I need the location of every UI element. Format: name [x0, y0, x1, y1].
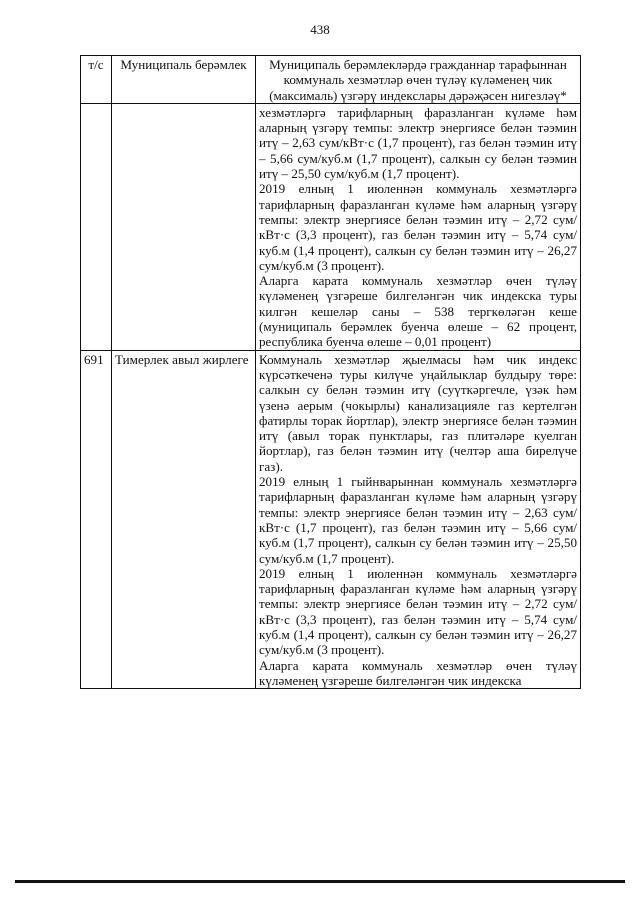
header-municipality: Муниципаль берәмлек	[112, 56, 256, 104]
header-justification: Муниципаль берәмлекләрдә гражданнар тарафыннан коммуналь хезмәтләр өчен түләү күләменең чик (максималь) үзгәрү индекслары дәрәҗәсен нигезләү*	[256, 56, 581, 104]
table-row	[81, 350, 581, 689]
continued-row-number	[81, 103, 112, 350]
page-bottom-rule	[15, 880, 625, 883]
paragraph: 2019 елның 1 июленнән коммуналь хезмәтләргә тарифларның фаразланган күләме һәм аларның үзгәрү темпы: электр энергиясе белән тәэмин итү – 2,72 сум/кВт·с (3,3 процент), газ белән тәэмин итү – 5,74 сум/куб.м (1,4 процент), салкын су белән тәэмин итү – 26,27 сум/куб.м (3 процент).	[259, 181, 577, 273]
tariff-index-table	[80, 55, 581, 689]
page-number: 438	[310, 22, 330, 37]
paragraph: 2019 елның 1 июленнән коммуналь хезмәтләргә тарифларның фаразланган күләме һәм аларның үзгәрү темпы: электр энергиясе белән тәэмин итү – 2,72 сум/кВт·с (3,3 процент), газ белән тәэмин итү – 5,74 сум/куб.м (1,4 процент), салкын су белән тәэмин итү – 26,27 сум/куб.м (3 процент).	[259, 565, 577, 658]
row-text	[256, 350, 581, 689]
header-number: т/с	[81, 56, 112, 104]
table-row	[81, 103, 581, 350]
table-header-row	[81, 56, 581, 104]
row-number: 691	[81, 350, 112, 689]
paragraph: хезмәтләргә тарифларның фаразланган күләме һәм аларның үзгәрү темпы: электр энергиясе белән тәэмин итү – 2,63 сум/кВт·с (1,7 процент), газ белән тәэмин итү – 5,66 сум/куб.м (1,7 процент), салкын су белән тәэмин итү – 25,50 сум/куб.м (1,7 процент).	[259, 104, 577, 182]
paragraph: 2019 елның 1 гыйнварыннан коммуналь хезмәтләргә тарифларның фаразланган күләме һәм аларның үзгәрү темпы: электр энергиясе белән тәэмин итү – 2,63 сум/кВт·с (1,7 процент), газ белән тәэмин итү – 5,66 сум/куб.м (1,7 процент), салкын су белән тәэмин итү – 25,50 сум/куб.м (1,7 процент).	[259, 474, 577, 566]
row-municipality: Тимерлек авыл жирлеге	[112, 350, 256, 689]
paragraph: Коммуналь хезмәтләр җыелмасы һәм чик индекс күрсәткеченә туры килүче уңайлыклар булдыру төре: салкын су белән тәэмин итү (суүткәргечле, үзәк һәм үзенә аерым (чокырлы) канализацияле газ кертелгән фатирлы торак йортлар), электр энергиясе белән тәэмин итү (авыл торак пунктлары, газ плитәләре куелган йортлар), газ белән тәэмин итү (челтәр аша бирелүче газ).	[259, 351, 577, 474]
continued-row-text	[256, 103, 581, 350]
paragraph: Аларга карата коммуналь хезмәтләр өчен түләү күләменең үзгәреше билгеләнгән чик индекска туры килгән кешеләр саны – 538 тергкөләгән кеше (муниципаль берәмлек буенча өлеше – 62 процент, республика буенча өлеше – 0,01 процент)	[259, 273, 577, 350]
continued-row-municipality	[112, 103, 256, 350]
paragraph: Аларга карата коммуналь хезмәтләр өчен түләү күләменең үзгәреше билгеләнгән чик индекска	[259, 657, 577, 688]
